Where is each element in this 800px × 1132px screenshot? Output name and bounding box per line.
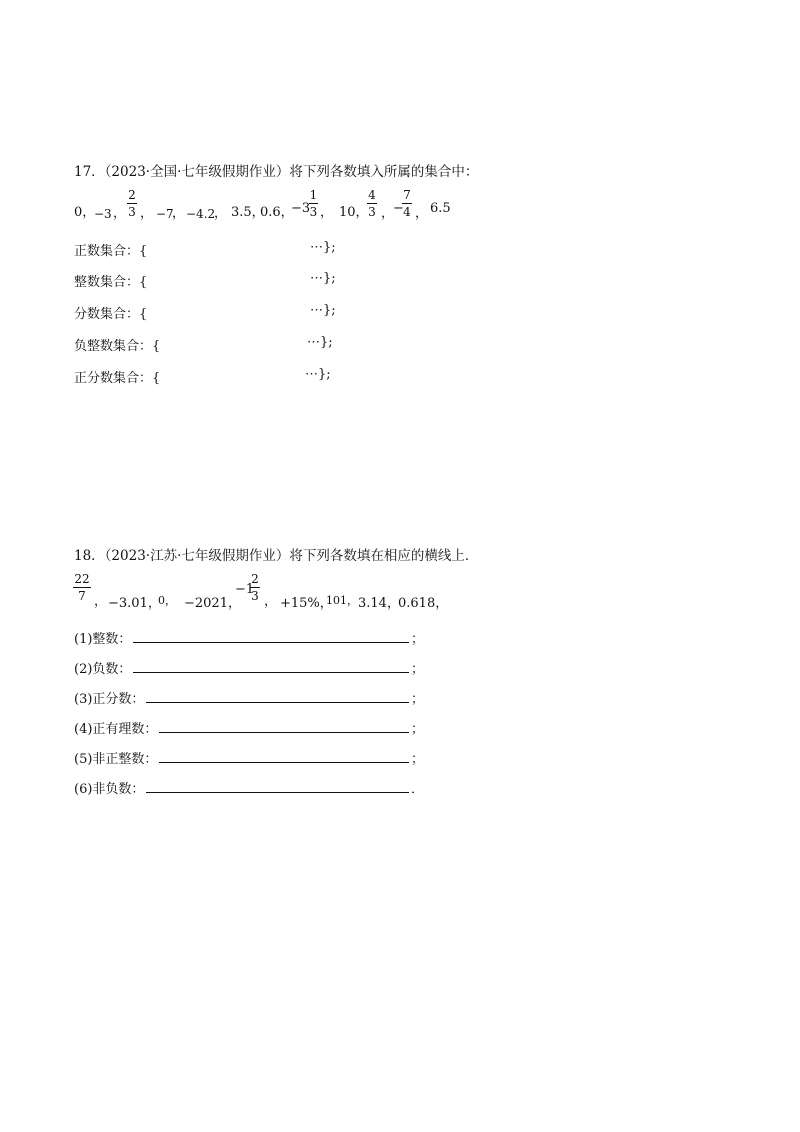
fraction-bar [250,587,260,588]
set-tail: ⋯}; [305,367,331,382]
q17-mixed-fraction-1-3 [309,188,318,219]
q17-num-0-6: 0.6， [260,205,294,220]
q17-sep: ， [214,206,228,221]
set-tail: ⋯}; [310,240,336,255]
q17-mixed-whole: −3 [291,201,311,216]
numerator: 2 [251,572,259,586]
q17-num-10: 10， [339,205,369,220]
q17-sep: ， [113,206,127,221]
answer-line-non-positive-integer[interactable] [159,762,409,763]
set-label-integer: 整数集合：{ [74,275,148,290]
fraction-bar [367,203,377,204]
fraction-bar [73,587,91,588]
q17-num-neg3: −3 [94,207,112,221]
q17-sep: ， [140,206,154,221]
blank-label-integer: (1)整数： [74,632,132,647]
blank-end: ； [411,632,425,647]
numerator: 2 [128,188,136,202]
denominator: 7 [78,589,86,603]
answer-line-positive-rational[interactable] [159,732,409,733]
q17-title: 17．（2023·全国·七年级假期作业）将下列各数填入所属的集合中： [74,164,479,180]
blank-label-negative: (2)负数： [74,662,132,677]
denominator: 3 [251,589,259,603]
denominator: 3 [368,205,376,219]
q17-neg-sign: − [393,201,404,216]
q17-num-neg7: −7 [156,207,174,221]
set-tail: ⋯}; [310,303,336,318]
set-label-positive: 正数集合：{ [74,244,148,259]
q18-num-0-618: 0.618， [398,596,449,611]
set-tail: ⋯}; [310,271,336,286]
q17-num-neg4-2: −4.2 [186,207,216,221]
q18-mixed-whole: −1 [235,582,255,597]
q18-sep: ， [264,594,278,609]
q17-sep: ， [320,205,334,220]
fraction-bar [309,203,318,204]
q17-num-6-5: 6.5 [430,201,451,216]
q17-fraction-7-4 [402,188,412,219]
q18-fraction-22-7 [73,572,91,603]
blank-label-positive-fraction: (3)正分数： [74,692,145,707]
blank-label-non-negative: (6)非负数： [74,782,145,797]
numerator: 22 [74,572,90,586]
q18-num-neg3-01: −3.01， [108,596,161,611]
q17-fraction-2-3 [127,188,137,219]
blank-label-non-positive-integer: (5)非正整数： [74,752,158,767]
set-label-negative-integer: 负整数集合：{ [74,339,161,354]
set-tail: ⋯}; [307,335,333,350]
answer-line-negative[interactable] [133,672,409,673]
blank-end: ． [411,782,425,797]
blank-end: ； [411,662,425,677]
answer-line-positive-fraction[interactable] [146,702,409,703]
q17-sep: ， [381,206,395,221]
q17-num-3-5: 3.5， [231,205,265,220]
q17-sep: ， [415,206,429,221]
q17-num-0: 0， [74,205,96,220]
blank-end: ； [411,722,425,737]
answer-line-non-negative[interactable] [146,792,409,793]
fraction-bar [127,203,137,204]
q18-num-0: 0， [158,594,176,607]
q18-num-101: 101， [326,594,358,607]
denominator: 3 [128,205,136,219]
q17-sep: ， [172,206,186,221]
numerator: 4 [368,188,376,202]
blank-label-positive-rational: (4)正有理数： [74,722,158,737]
denominator: 4 [403,205,411,219]
numerator: 1 [309,188,318,202]
blank-end: ； [411,692,425,707]
numerator: 7 [403,188,411,202]
blank-end: ； [411,752,425,767]
denominator: 3 [309,205,318,219]
q18-num-neg2021: −2021， [184,596,241,611]
answer-line-integer[interactable] [133,642,409,643]
q17-fraction-4-3 [367,188,377,219]
q18-num-15-percent: +15%， [280,596,333,611]
q18-mixed-fraction-2-3 [250,572,260,603]
q18-num-3-14: 3.14， [358,596,400,611]
q18-sep: ， [94,594,108,609]
q18-title: 18．（2023·江苏·七年级假期作业）将下列各数填在相应的横线上． [74,548,479,564]
set-label-fraction: 分数集合：{ [74,307,148,322]
set-label-positive-fraction: 正分数集合：{ [74,371,161,386]
fraction-bar [402,203,412,204]
